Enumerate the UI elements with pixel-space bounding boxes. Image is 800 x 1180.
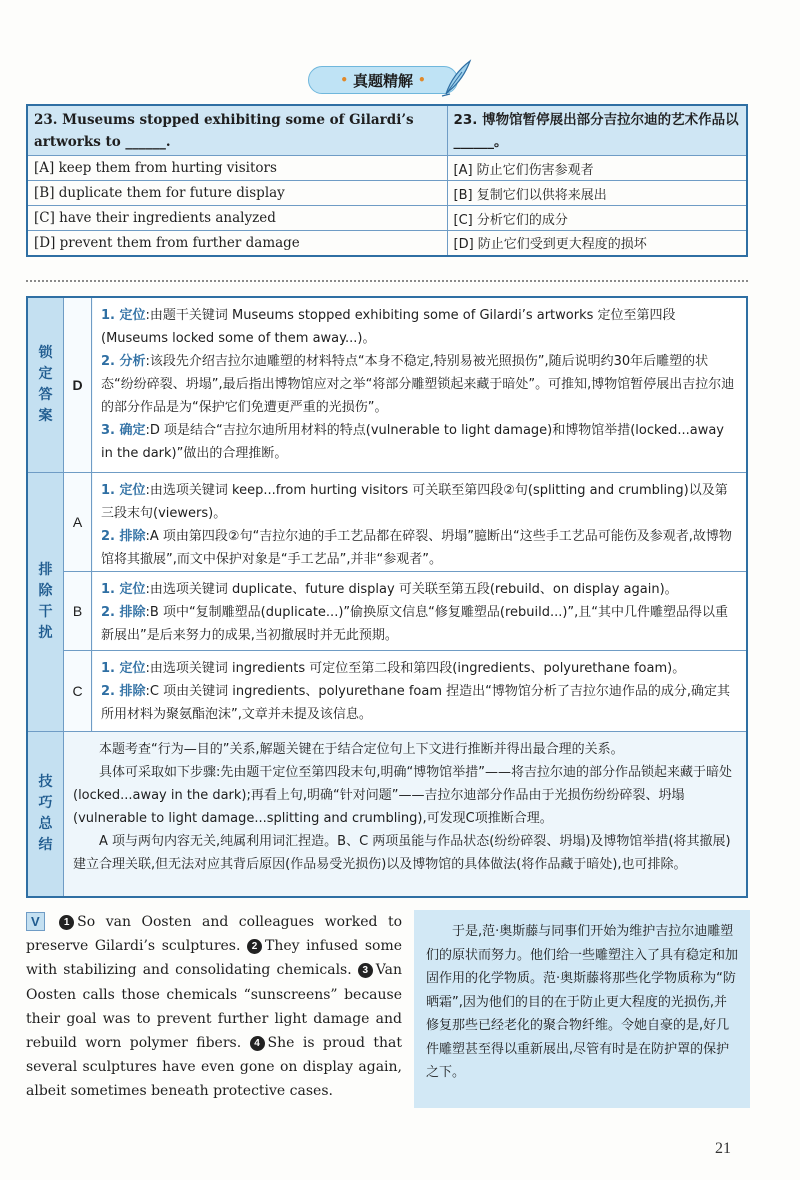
lock-step-analyze: 2. 分析:该段先介绍吉拉尔迪雕塑的材料特点“本身不稳定,特别易被光照损伤”,随后说明约30年后雕塑的状态“纷纷碎裂、坍塌”,最后指出博物馆应对之举“将部分雕塑锁起来藏于暗处”。可推知,博物馆暂停展出吉拉尔迪的部分作品是为“保护它们免遭更严重的光损伤”。 (101, 354, 735, 415)
option-row (27, 206, 747, 231)
option-letter-a: A (64, 473, 92, 571)
sentence: They infused some with stabilizing and consolidating chemicals. (26, 938, 403, 979)
question-table (26, 104, 748, 257)
question-stem-cn: 23. 博物馆暂停展出部分吉拉尔迪的艺术作品以______。 (447, 105, 747, 156)
lock-answer-content (93, 298, 746, 472)
section-title-badge: • 真题精解 • (308, 66, 458, 94)
option-letter-c: C (64, 651, 92, 731)
lock-answer-label: 锁定答案 (28, 298, 64, 472)
option-c-cn: [C] 分析它们的成分 (447, 206, 747, 231)
paragraph-label: V (26, 912, 45, 931)
sentence-number-icon: 2 (247, 939, 262, 954)
exclude-option-c: 1. 定位:由选项关键词 ingredients 可定位至第二段和第四段(ingredients、polyurethane foam)。 2. 排除:C 项由关键词 ingredients、polyurethane foam 捏造出“博物馆分析了吉拉尔迪作品的成分,确定其所用材料为聚氨酯泡沫”,文章并未提及该信息。 (93, 651, 746, 731)
option-d-cn: [D] 防止它们受到更大程度的损坏 (447, 231, 747, 256)
lock-step-locate: 1. 定位:由题干关键词 Museums stopped exhibiting some of Gilardi’s artworks 定位至第四段(Museums locked some of them away...)。 (101, 308, 676, 346)
option-c-en: [C] have their ingredients analyzed (27, 206, 447, 231)
sentence-number-icon: 1 (59, 915, 74, 930)
sentence-number-icon: 3 (358, 963, 373, 978)
option-letter-b: B (64, 572, 92, 650)
option-row (27, 156, 747, 181)
passage-paragraph-v (26, 910, 402, 1104)
exclude-option-b: 1. 定位:由选项关键词 duplicate、future display 可关联至第五段(rebuild、on display again)。 2. 排除:B 项中“复制雕塑品(duplicate...)”偷换原文信息“修复雕塑品(rebuild...)”,且“其中几件雕塑品得以重新展出”是后来努力的成果,当初撤展时并无此预期。 (93, 572, 746, 650)
option-b-en: [B] duplicate them for future display (27, 181, 447, 206)
exclude-label: 排除干扰 (28, 473, 64, 731)
sentence-number-icon: 4 (250, 1036, 265, 1051)
summary-paragraph: A 项与两句内容无关,纯属利用词汇捏造。B、C 两项虽能与作品状态(纷纷碎裂、坍塌)及博物馆举措(将其撤展)建立合理关联,但无法对应其背后原因(作品易受光损伤)以及博物馆的具体做法(将作品藏于暗处),也可排除。 (73, 834, 731, 872)
question-stem-en: 23. Museums stopped exhibiting some of Gilardi’s artworks to ______. (27, 105, 447, 156)
passage-translation: 于是,范·奥斯藤与同事们开始为维护吉拉尔迪雕塑们的原状而努力。他们给一些雕塑注入了具有稳定和加固作用的化学物质。范·奥斯藤将那些化学物质称为“防晒霜”,因为他们的目的在于防止更大程度的光损伤,并修复那些已经老化的聚合物纤维。令她自豪的是,好几件雕塑甚至得以重新展出,尽管有时是在防护罩的保护之下。 (414, 910, 750, 1108)
analysis-box (26, 296, 748, 898)
option-d-en: [D] prevent them from further damage (27, 231, 447, 256)
page-number: 21 (715, 1140, 731, 1157)
summary-paragraph: 具体可采取如下步骤:先由题干定位至第四段末句,明确“博物馆举措”——将吉拉尔迪的部分作品锁起来藏于暗处(locked...away in the dark);再看上句,明确“针对问题”——吉拉尔迪部分作品由于光损伤纷纷碎裂、坍塌(vulnerable to light damage...splitting and crumbling),可发现C项推断合理。 (73, 765, 732, 826)
option-a-en: [A] keep them from hurting visitors (27, 156, 447, 181)
sentence: Van Oosten calls those chemicals “sunscreens” because their goal was to prevent further light damage and rebuild worn polymer fibers. (26, 962, 402, 1052)
summary-paragraph: 本题考查“行为—目的”关系,解题关键在于结合定位句上下文进行推断并得出最合理的关系。 (99, 742, 624, 757)
option-row (27, 181, 747, 206)
dotted-divider (26, 280, 748, 282)
answer-letter: D (64, 298, 92, 472)
summary-content (65, 732, 746, 896)
section-title: 真题精解 (352, 71, 413, 90)
exclude-option-a: 1. 定位:由选项关键词 keep...from hurting visitors 可关联至第四段②句(splitting and crumbling)以及第三段末句(viewers)。 2. 排除:A 项由第四段②句“吉拉尔迪的手工艺品都在碎裂、坍塌”臆断出“这些手工艺品可能伤及参观者,故博物馆将其撤展”,而文中保护对象是“手工艺品”,并非“参观者”。 (93, 473, 746, 571)
option-row (27, 231, 747, 256)
option-a-cn: [A] 防止它们伤害参观者 (447, 156, 747, 181)
sentence: She is proud that several sculptures have even gone on display again, albeit sometimes beneath protective cases. (26, 1035, 402, 1100)
sentence: So van Oosten and colleagues worked to preserve Gilardi’s sculptures. (26, 914, 402, 955)
question-stem-row (27, 105, 747, 156)
lock-step-confirm: 3. 确定:D 项是结合“吉拉尔迪所用材料的特点(vulnerable to light damage)和博物馆举措(locked...away in the dark)”做出的合理推断。 (101, 423, 724, 461)
option-b-cn: [B] 复制它们以供将来展出 (447, 181, 747, 206)
quill-icon (440, 58, 474, 98)
summary-label: 技巧总结 (28, 732, 64, 896)
